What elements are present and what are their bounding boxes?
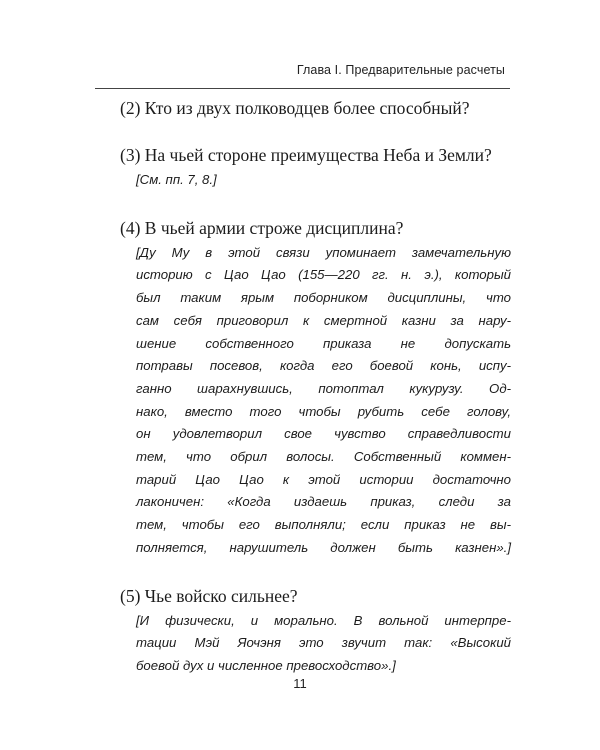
note-line: он удовлетворил свое чувство справедливости [136,426,511,442]
note-line: ганно шарахнувшись, потоптал кукурузу. Од- [136,380,511,396]
note-line: потравы посевов, когда его боевой конь, испу- [136,358,511,374]
commentary-note [136,610,511,678]
question-item-5 [120,584,512,678]
note-line: историю с Цао Цао (155—220 гг. н. э.), который [136,267,511,283]
note-line: сам себя приговорил к смертной казни за нару- [136,312,511,328]
note-line: [Ду Му в этой связи упоминает замечательную [136,244,511,260]
note-line: нако, вместо того чтобы рубить себе голову, [136,403,511,419]
note-line: [См. пп. 7, 8.] [136,172,217,187]
question-item-4 [120,216,512,560]
page-body [120,96,512,678]
question-item-3 [120,143,512,192]
note-line: полняется, нарушитель должен быть казнен».] [136,539,511,555]
commentary-note [136,242,511,560]
note-line: тем, что обрил волосы. Собственный коммен- [136,449,511,465]
question-heading: (4) В чьей армии строже дисциплина? [120,217,404,238]
question-heading: (3) На чьей стороне преимущества Неба и Земли? [120,145,492,165]
note-line: боевой дух и численное превосходство».] [136,657,396,673]
note-line: тарий Цао Цао к этой истории достаточно [136,471,511,487]
question-heading: (5) Чье войско сильнее? [120,585,298,606]
note-line: тем, чтобы его выполняли; если приказ не вы- [136,517,511,533]
running-header: Глава I. Предварительные расчеты [296,63,505,77]
page-number: 11 [293,676,307,691]
question-item-2 [120,96,512,120]
commentary-note [136,169,511,192]
note-line: лаконичен: «Когда издаешь приказ, следи за [136,494,511,510]
note-line: [И физически, и морально. В вольной интерпре- [136,612,511,628]
note-line: шение собственного приказа не допускать [136,335,511,351]
note-line: тации Мэй Яочэня это звучит так: «Высокий [136,635,511,651]
note-line: был таким ярым поборником дисциплины, что [136,290,511,306]
question-heading: (2) Кто из двух полководцев более способный? [120,98,470,118]
header-rule [95,88,510,89]
